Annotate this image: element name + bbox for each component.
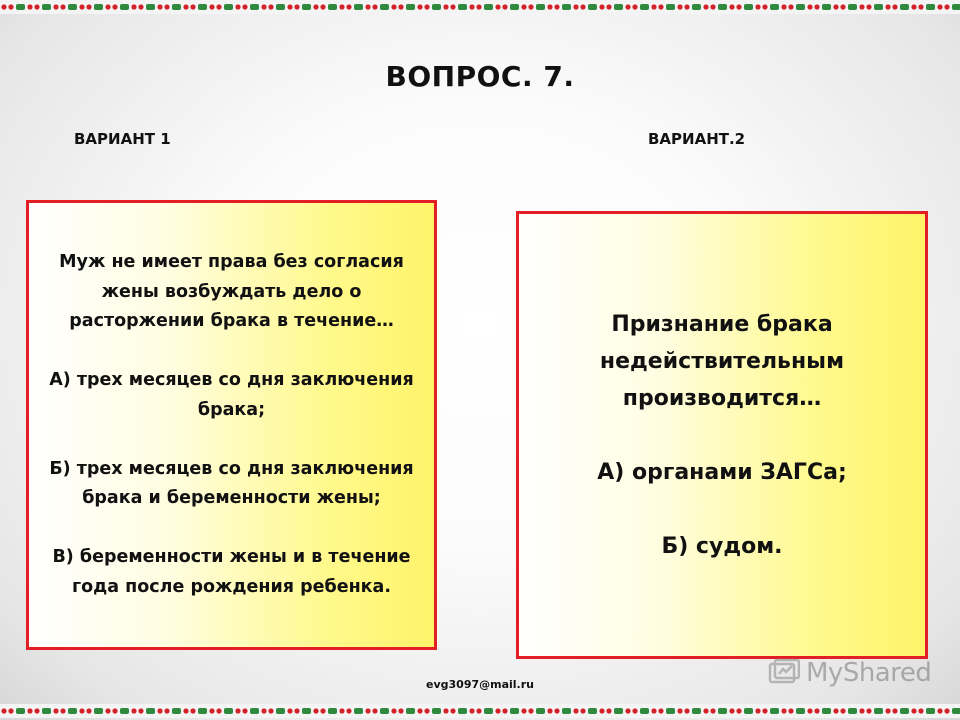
- variant-1-question-box: [26, 200, 437, 650]
- variant-2-option-a: А) органами ЗАГСа;: [597, 459, 847, 485]
- variant-1-label: ВАРИАНТ 1: [74, 130, 171, 148]
- footer-email: evg3097@mail.ru: [426, 678, 534, 691]
- variant-2-question-text: Признание брака недействительным производится…: [599, 311, 845, 411]
- variant-1-option-c: В) беременности жены и в течение года после рождения ребенка.: [52, 547, 411, 597]
- garland-bottom-svg: [0, 704, 960, 718]
- myshared-logo-icon: [768, 658, 800, 688]
- variant-1-option-a: А) трех месяцев со дня заключения брака;: [49, 370, 414, 420]
- watermark-brand: MyShared: [806, 658, 932, 688]
- garland-top-svg: [0, 0, 960, 14]
- watermark: [768, 656, 931, 690]
- variant-1-option-b: Б) трех месяцев со дня заключения брака и беременности жены;: [49, 458, 414, 508]
- variant-2-label: ВАРИАНТ.2: [648, 130, 746, 148]
- variant-2-question-box: [516, 211, 928, 659]
- slide-title: ВОПРОС. 7.: [385, 60, 575, 93]
- bottom-garland-border: [0, 704, 960, 718]
- variant-1-question-text: Муж не имеет права без согласия жены возбуждать дело о расторжении брака в течение…: [59, 252, 404, 331]
- top-garland-border: [0, 0, 960, 14]
- variant-2-option-b: Б) судом.: [661, 533, 783, 559]
